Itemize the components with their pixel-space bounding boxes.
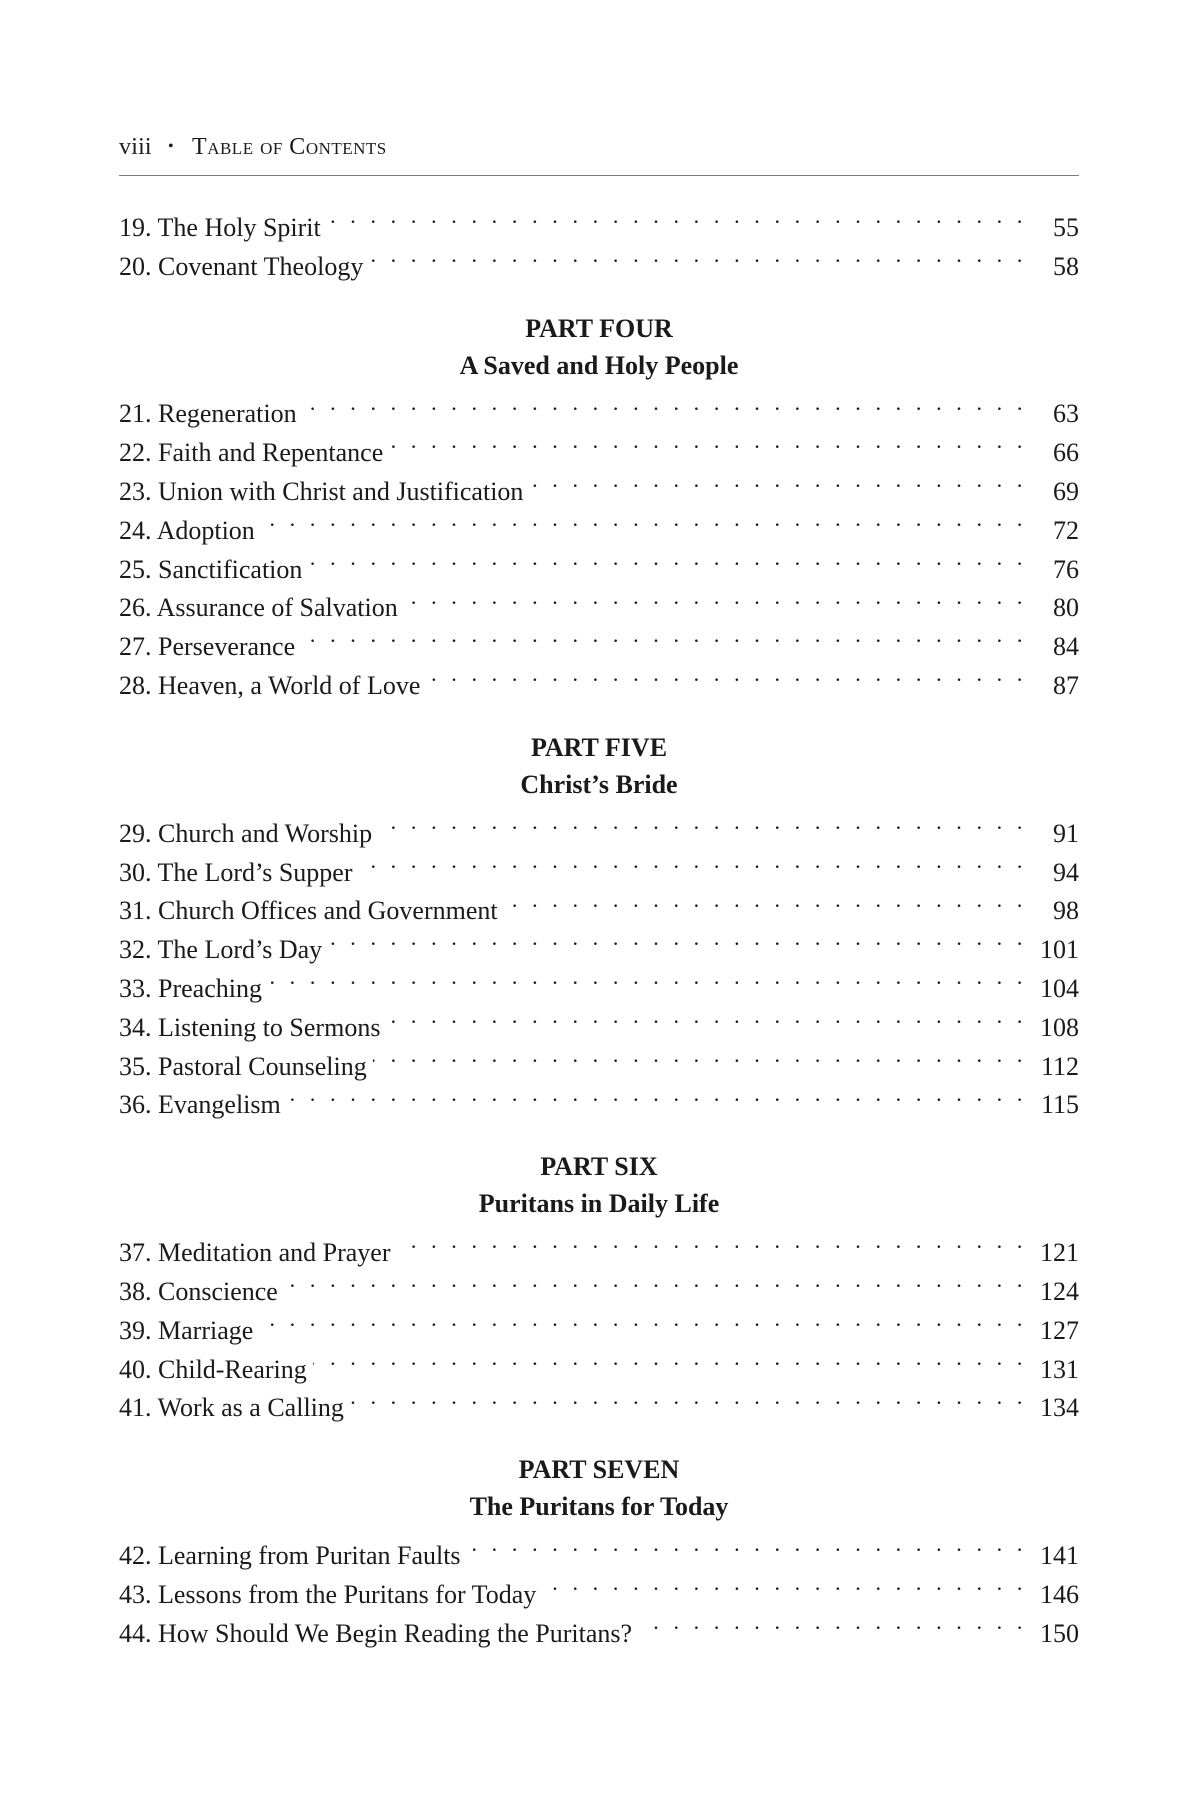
toc-entry[interactable] (119, 1525, 1079, 1571)
part-number: PART FOUR (525, 313, 673, 343)
page-folio: viii (119, 134, 152, 160)
chapter-title: 43. Lessons from the Puritans for Today (119, 1576, 542, 1615)
part-number: PART SIX (540, 1152, 658, 1182)
chapter-title: 31. Church Offices and Government (119, 892, 504, 931)
dot-leader (467, 1525, 1027, 1564)
chapter-title: 30. The Lord’s Supper (119, 854, 359, 893)
page-number: 84 (1053, 632, 1079, 662)
toc-entry[interactable] (119, 803, 1079, 848)
part-heading (119, 1452, 1079, 1525)
part-title: A Saved and Holy People (459, 350, 739, 380)
chapter-title: 44. How Should We Begin Reading the Puritans? (119, 1615, 638, 1654)
page-number: 58 (1053, 251, 1079, 281)
page-number: 115 (1040, 1090, 1079, 1120)
dot-leader (404, 578, 1027, 617)
page-number: 66 (1053, 438, 1079, 468)
running-head-title: Table of Contents (192, 134, 387, 160)
toc-entry[interactable] (119, 1222, 1079, 1268)
page-number: 72 (1053, 515, 1079, 545)
chapter-title: 38. Conscience (119, 1273, 284, 1312)
part-title: The Puritans for Today (469, 1492, 729, 1522)
page-number: 108 (1040, 1012, 1079, 1042)
page-number: 63 (1053, 399, 1079, 429)
dot-leader (369, 236, 1027, 275)
dot-leader (328, 919, 1027, 958)
chapter-title: 28. Heaven, a World of Love (119, 667, 426, 706)
page-number: 98 (1053, 896, 1079, 926)
chapter-title: 21. Regeneration (119, 395, 303, 434)
page-number: 146 (1040, 1579, 1079, 1609)
part-title: Christ’s Bride (520, 769, 678, 799)
chapter-title: 24. Adoption (119, 512, 261, 551)
part-heading (119, 730, 1079, 803)
chapter-title: 22. Faith and Repentance (119, 434, 389, 473)
page-number: 127 (1040, 1315, 1079, 1345)
chapter-title: 41. Work as a Calling (119, 1389, 350, 1428)
dot-leader (386, 997, 1027, 1036)
dot-leader (327, 197, 1027, 236)
header-rule (119, 175, 1079, 176)
page-number: 104 (1040, 973, 1079, 1003)
dot-leader (313, 1339, 1027, 1378)
page-number: 69 (1053, 476, 1079, 506)
page-number: 150 (1040, 1618, 1079, 1648)
toc-entry[interactable] (119, 384, 1079, 429)
dot-leader (426, 655, 1027, 694)
page-number: 55 (1053, 212, 1079, 242)
page-number: 76 (1053, 554, 1079, 584)
dot-leader (397, 1222, 1028, 1261)
toc-entry[interactable] (119, 1339, 1079, 1384)
chapter-title: 25. Sanctification (119, 551, 308, 590)
dot-leader (259, 1300, 1027, 1339)
chapter-title: 34. Listening to Sermons (119, 1009, 386, 1048)
dot-leader (284, 1261, 1027, 1300)
chapter-title: 39. Marriage (119, 1312, 259, 1351)
part-number: PART SEVEN (518, 1455, 680, 1485)
part-heading (119, 311, 1079, 384)
bullet-icon: • (168, 138, 174, 155)
running-head (119, 134, 387, 161)
dot-leader (261, 500, 1027, 539)
toc-entry[interactable] (119, 500, 1079, 545)
dot-leader (378, 803, 1027, 842)
dot-leader (638, 1603, 1027, 1642)
table-of-contents (119, 197, 1079, 1648)
chapter-title: 35. Pastoral Counseling (119, 1048, 373, 1087)
dot-leader (308, 539, 1027, 578)
dot-leader (359, 842, 1028, 881)
chapter-title: 37. Meditation and Prayer (119, 1234, 397, 1273)
chapter-title: 36. Evangelism (119, 1086, 287, 1125)
chapter-title: 27. Perseverance (119, 628, 301, 667)
page-number: 101 (1040, 935, 1079, 965)
page-number: 112 (1040, 1051, 1079, 1081)
dot-leader (268, 958, 1027, 997)
toc-entry[interactable] (119, 1300, 1079, 1345)
page-number: 134 (1040, 1393, 1079, 1423)
page-number: 121 (1040, 1238, 1079, 1268)
chapter-title: 23. Union with Christ and Justification (119, 473, 529, 512)
page-number: 124 (1040, 1276, 1079, 1306)
chapter-title: 26. Assurance of Salvation (119, 589, 404, 628)
chapter-title: 19. The Holy Spirit (119, 209, 327, 248)
part-number: PART FIVE (530, 732, 668, 762)
dot-leader (350, 1378, 1027, 1417)
dot-leader (303, 384, 1027, 423)
chapter-title: 29. Church and Worship (119, 815, 378, 854)
dot-leader (287, 1075, 1027, 1114)
part-heading (119, 1149, 1079, 1222)
dot-leader (504, 881, 1027, 920)
chapter-title: 33. Preaching (119, 970, 268, 1009)
page-number: 87 (1053, 670, 1079, 700)
toc-entry[interactable] (119, 197, 1079, 242)
dot-leader (301, 616, 1027, 655)
dot-leader (542, 1564, 1027, 1603)
chapter-title: 42. Learning from Puritan Faults (119, 1537, 467, 1576)
page-number: 94 (1053, 857, 1079, 887)
page-number: 141 (1040, 1541, 1079, 1571)
part-title: Puritans in Daily Life (478, 1189, 720, 1219)
toc-entry[interactable] (119, 539, 1079, 584)
dot-leader (389, 422, 1027, 461)
page-number: 80 (1053, 593, 1079, 623)
dot-leader (373, 1036, 1027, 1075)
dot-leader (529, 461, 1027, 500)
page-number: 131 (1040, 1354, 1079, 1384)
page-number: 91 (1053, 818, 1079, 848)
chapter-title: 20. Covenant Theology (119, 248, 369, 287)
chapter-title: 40. Child-Rearing (119, 1351, 313, 1390)
chapter-title: 32. The Lord’s Day (119, 931, 328, 970)
